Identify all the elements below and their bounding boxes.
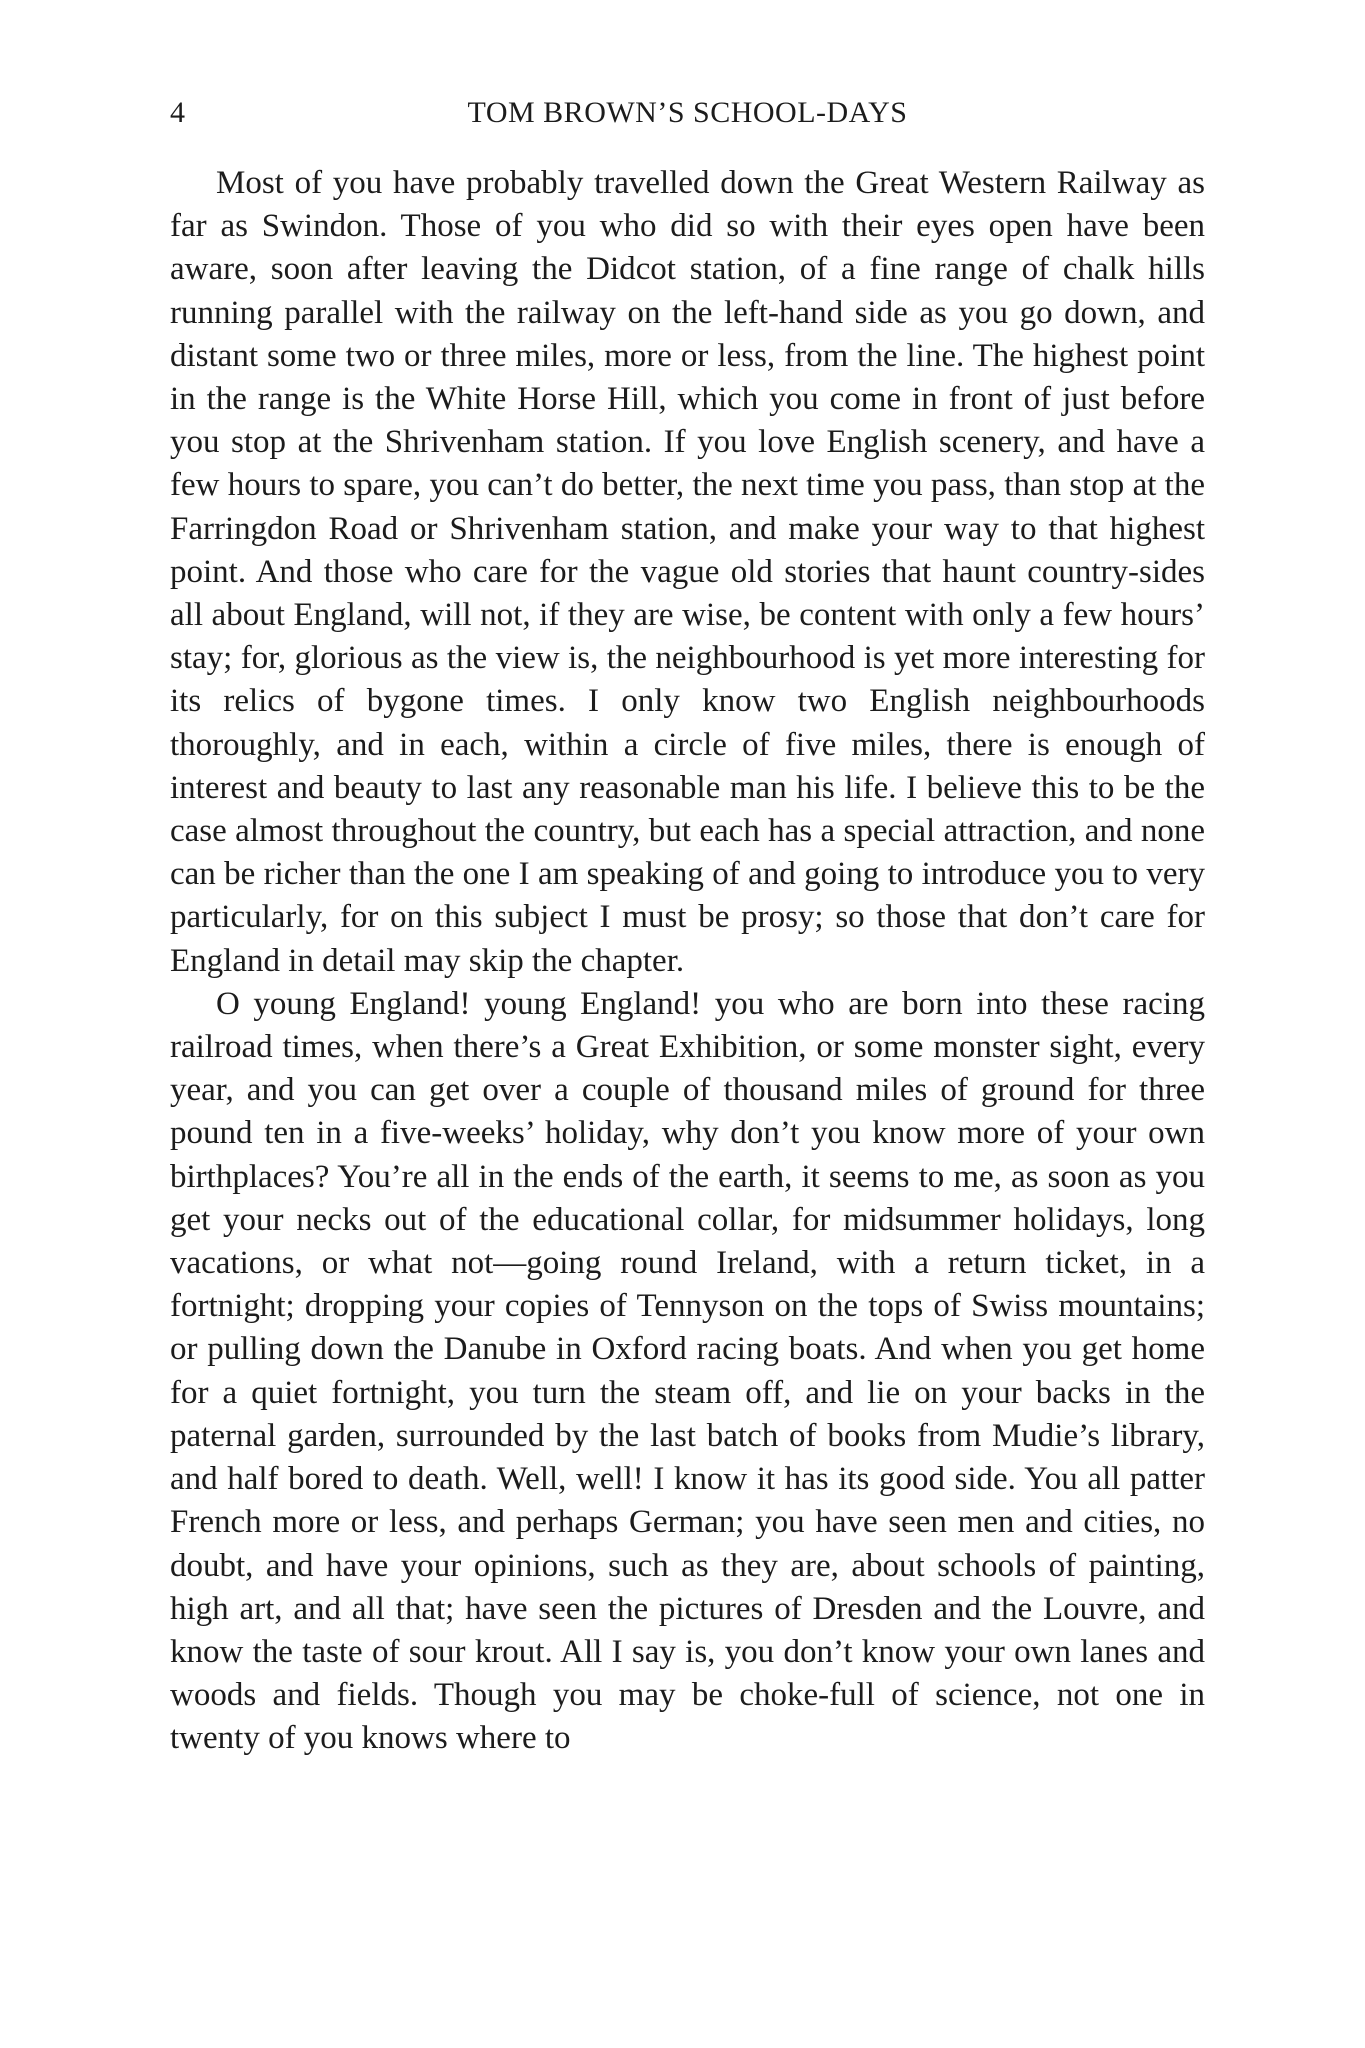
paragraph: O young England! young England! you who are born into these racing railroad times, when there’s a Great Exhibition, or some monster sight, every year, and you can get over a couple of thousand miles of ground for three pound ten in a five-weeks’ holiday, why don’t you know more of your own birthplaces? You’re all in the ends of the earth, it seems to me, as soon as you get your necks out of the educational collar, for midsummer holidays, long vacations, or what not—going round Ireland, with a return ticket, in a fortnight; dropping your copies of Tennyson on the tops of Swiss mountains; or pulling down the Danube in Oxford racing boats. And when you get home for a quiet fortnight, you turn the steam off, and lie on your backs in the paternal garden, surrounded by the last batch of books from Mudie’s library, and half bored to death. Well, well! I know it has its good side. You all patter French more or less, and perhaps German; you have seen men and cities, no doubt, and have your opinions, such as they are, about schools of painting, high art, and all that; have seen the pictures of Dresden and the Louvre, and know the taste of sour krout. All I say is, you don’t know your own lanes and woods and fields. Though you may be choke-full of science, not one in twenty of you knows where to: [170, 985, 1205, 1757]
page-number: 4: [170, 96, 186, 129]
paragraph: Most of you have probably travelled down the Great Western Railway as far as Swindon. Those of you who did so with their eyes open have been aware, soon after leaving the Didcot station, of a fine range of chalk hills running parallel with the railway on the left-hand side as you go down, and distant some two or three miles, more or less, from the line. The highest point in the range is the White Horse Hill, which you come in front of just before you stop at the Shrivenham station. If you love English scenery, and have a few hours to spare, you can’t do better, the next time you pass, than stop at the Farringdon Road or Shrivenham station, and make your way to that highest point. And those who care for the vague old stories that haunt country-sides all about England, will not, if they are wise, be content with only a few hours’ stay; for, glorious as the view is, the neighbourhood is yet more interesting for its relics of bygone times. I only know two English neighbourhoods thoroughly, and in each, within a circle of five miles, there is enough of interest and beauty to last any reasonable man his life. I believe this to be the case almost throughout the country, but each has a special attraction, and none can be richer than the one I am speaking of and going to introduce you to very particularly, for on this subject I must be prosy; so those that don’t care for England in detail may skip the chapter.: [170, 165, 1205, 979]
running-title: TOM BROWN’S SCHOOL-DAYS: [467, 96, 908, 129]
body-text: [170, 162, 1205, 1761]
running-head: [170, 96, 1205, 136]
